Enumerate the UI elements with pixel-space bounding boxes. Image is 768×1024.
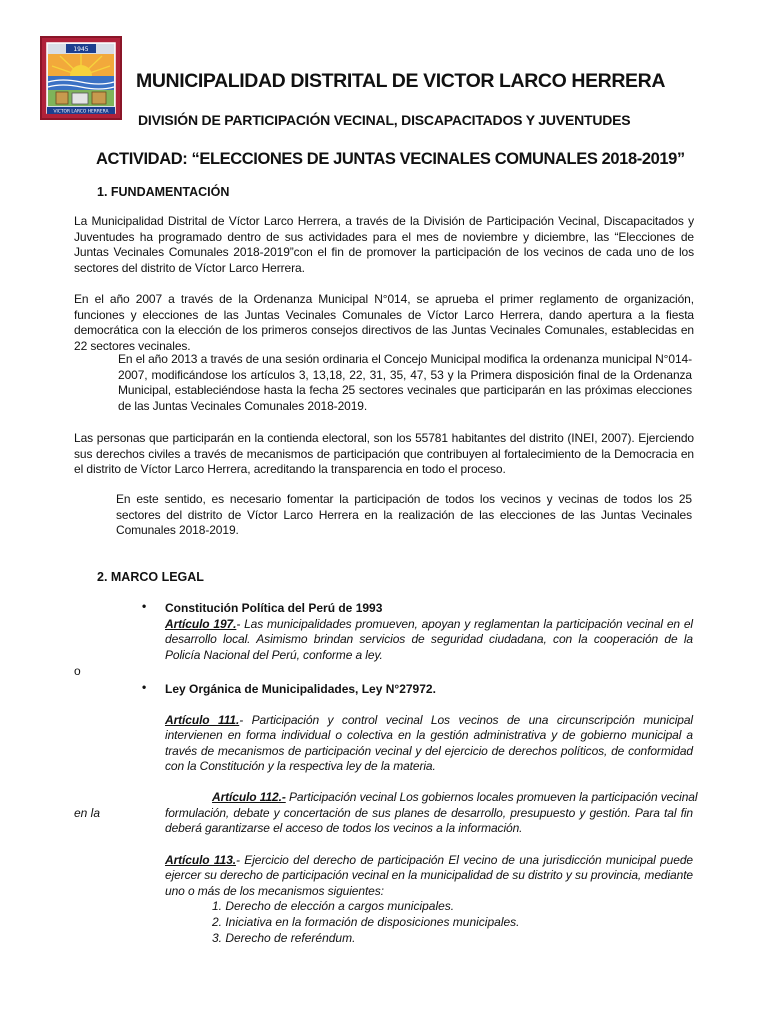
article-113-text: - Ejercicio del derecho de participación El vecino de una jurisdicción municipal puede ejercer su derecho de participación vecinal en la municipalidad de su distrito y su provincia, mediante uno o más de los mecanismos siguientes:: [165, 853, 693, 898]
law-municipalidades-title: Ley Orgánica de Municipalidades, Ley N°27972.: [165, 682, 436, 696]
article-197-text: - Las municipalidades promueven, apoyan y reglamentan la participación vecinal en el desarrollo local. Asimismo brindan servicios de seguridad ciudadana, con la cooperación de la Policía Nacional del Perú, conforme a ley.: [165, 617, 693, 662]
paragraph-1: La Municipalidad Distrital de Víctor Larco Herrera, a través de la División de Participación Vecinal, Discapacitados y Juventudes ha programado dentro de sus actividades para el mes de noviembre y diciembre, las “Elecciones de Juntas Vecinales Comunales 2018-2019”con el fin de promover la participación de los vecinos de cada uno de los sectores del distrito de Víctor Larco Herrera.: [74, 214, 694, 275]
list-item: 3. Derecho de referéndum.: [212, 931, 356, 945]
bullet-marker: •: [142, 599, 147, 613]
paragraph-5: En este sentido, es necesario fomentar la participación de todos los vecinos y vecinas de todos los 25 sectores del distrito de Víctor Larco Herrera en la realización de las elecciones de las Juntas Vecinales Comunales 2018-2019.: [116, 492, 692, 538]
article-111: [165, 713, 693, 775]
stray-list-marker: o: [74, 664, 81, 678]
paragraph-3: En el año 2013 a través de una sesión ordinaria el Concejo Municipal modifica la ordenanza municipal N°014-2007, modificándose los artículos 3, 13,18, 22, 31, 35, 47, 53 y la Primera disposición final de la Ordenanza Municipal, estableciéndose hasta la fecha 25 sectores vecinales que participarán en las próximas elecciones de las Juntas Vecinales Comunales 2018-2019.: [118, 352, 692, 413]
list-item: 2. Iniciativa en la formación de disposiciones municipales.: [212, 915, 520, 929]
bullet-marker: •: [142, 680, 147, 694]
municipality-title: MUNICIPALIDAD DISTRITAL DE VICTOR LARCO HERRERA: [136, 70, 666, 92]
law-constitucion-title: Constitución Política del Perú de 1993: [165, 601, 383, 615]
list-item: 1. Derecho de elección a cargos municipales.: [212, 899, 455, 913]
article-112-line1: Participación vecinal Los gobiernos locales promueven la participación vecinal: [285, 790, 698, 804]
paragraph-4: Las personas que participarán en la contienda electoral, son los 55781 habitantes del distrito (INEI, 2007). Ejerciendo sus derechos civiles a través de mecanismos de participación que contribuyen al fortalecimiento de la Democracia en el distrito de Víctor Larco Herrera, acreditando la transparencia en todo el proceso.: [74, 431, 694, 477]
article-112-label: Artículo 112.-: [212, 790, 286, 804]
article-112-first-line: [212, 790, 698, 805]
division-title: DIVISIÓN DE PARTICIPACIÓN VECINAL, DISCAPACITADOS Y JUVENTUDES: [138, 112, 631, 128]
article-197: [165, 617, 693, 663]
logo-motto-text: VICTOR LARCO HERRERA: [53, 109, 109, 115]
article-112-text: formulación, debate y concertación de sus planes de desarrollo, presupuesto y gestión. Para tal fin deberá garantizarse el acceso de todos los vecinos a la información.: [165, 806, 693, 836]
article-113-label: Artículo 113.: [165, 853, 236, 867]
article-113: [165, 853, 693, 899]
article-111-text: - Participación y control vecinal Los vecinos de una circunscripción municipal intervienen en forma individual o colectiva en la gestión administrativa y de gobierno municipal a través de mecanismos de participación vecinal y del ejercicio de derechos políticos, de conformidad con la Constitución y la respectiva ley de la materia.: [165, 713, 693, 774]
article-112-margin-text: en la: [74, 806, 101, 820]
paragraph-2: En el año 2007 a través de la Ordenanza Municipal N°014, se aprueba el primer reglamento de organización, funciones y elecciones de las Juntas Vecinales Comunales de Víctor Larco Herrera, dando apertura a la fiesta democrática con la elección de los primeros consejos directivos de las Juntas Vecinales Comunales, establecidas en 22 sectores vecinales.: [74, 292, 694, 353]
activity-title: ACTIVIDAD: “ELECCIONES DE JUNTAS VECINALES COMUNALES 2018-2019”: [96, 150, 685, 168]
article-197-label: Artículo 197.: [165, 617, 237, 631]
municipality-logo: [40, 36, 122, 120]
logo-year-text: 1945: [73, 46, 89, 53]
section-heading-marco-legal: 2. MARCO LEGAL: [97, 570, 204, 584]
article-111-label: Artículo 111.: [165, 713, 240, 727]
section-heading-fundamentacion: 1. FUNDAMENTACIÓN: [97, 185, 230, 199]
